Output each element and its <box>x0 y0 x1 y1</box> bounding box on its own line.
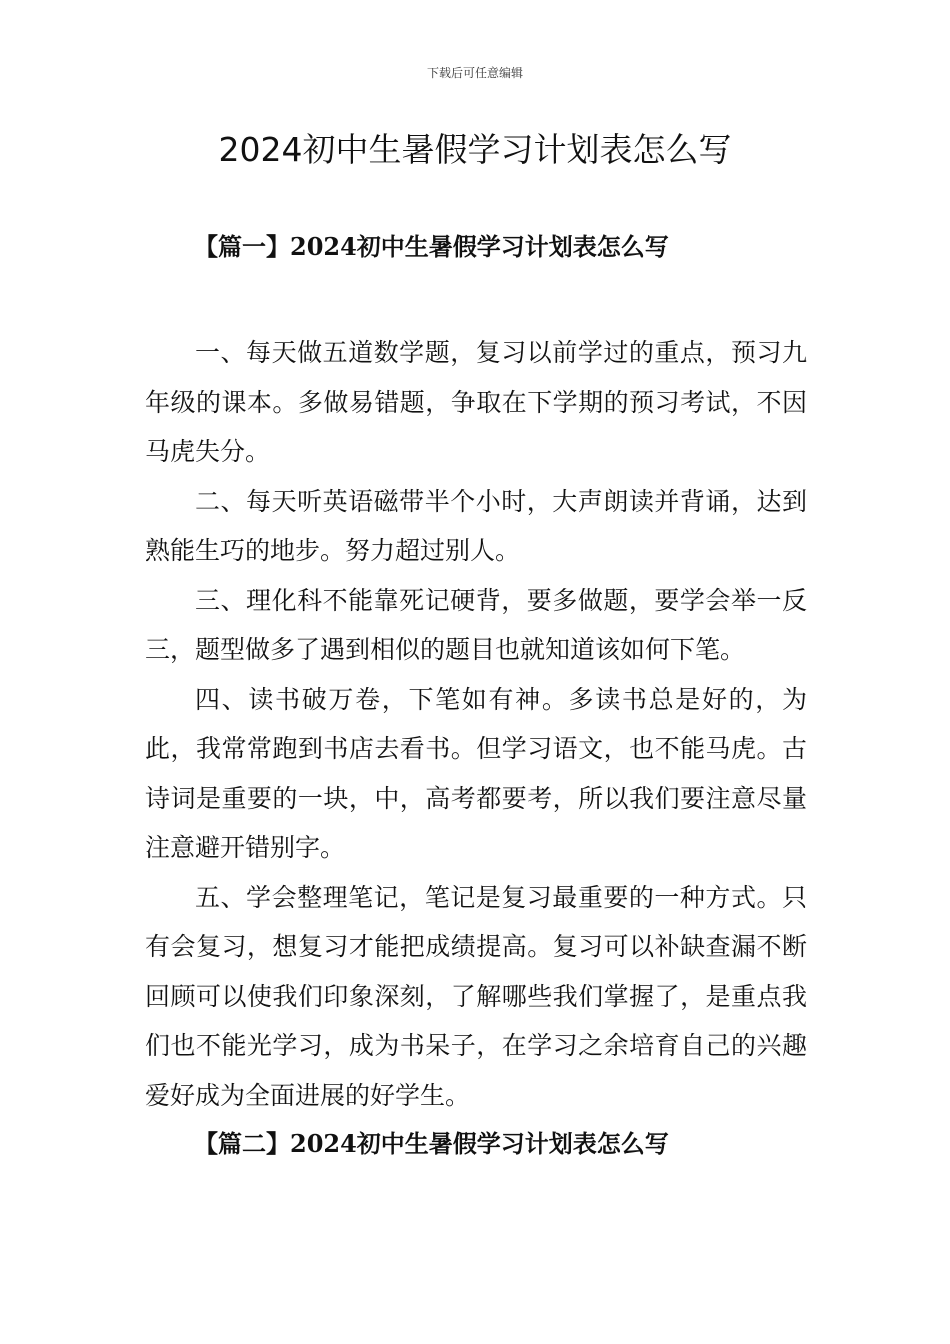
paragraph-5: 五、学会整理笔记，笔记是复习最重要的一种方式。只有会复习，想复习才能把成绩提高。复习可以补缺查漏不断回顾可以使我们印象深刻，了解哪些我们掌握了，是重点我们也不能光学习，成为书呆子，在学习之余培育自己的兴趣爱好成为全面进展的好学生。 <box>145 882 807 1110</box>
document-body <box>145 328 807 1120</box>
document-title: 2024初中生暑假学习计划表怎么写 <box>218 130 732 169</box>
paragraph-2: 二、每天听英语磁带半个小时，大声朗读并背诵，达到熟能生巧的地步。努力超过别人。 <box>145 486 807 565</box>
page-header-note: 下载后可任意编辑 <box>426 66 523 80</box>
section-heading-1: 【篇一】2024初中生暑假学习计划表怎么写 <box>194 232 669 261</box>
section-heading-2: 【篇二】2024初中生暑假学习计划表怎么写 <box>194 1129 669 1158</box>
paragraph-1: 一、每天做五道数学题，复习以前学过的重点，预习九年级的课本。多做易错题，争取在下学期的预习考试，不因马虎失分。 <box>145 338 807 466</box>
paragraph-4: 四、读书破万卷，下笔如有神。多读书总是好的，为此，我常常跑到书店去看书。但学习语文，也不能马虎。古诗词是重要的一块，中，高考都要考，所以我们要注意尽量注意避开错别字。 <box>145 684 807 862</box>
paragraph-3: 三、理化科不能靠死记硬背，要多做题，要学会举一反三，题型做多了遇到相似的题目也就知道该如何下笔。 <box>145 585 807 664</box>
